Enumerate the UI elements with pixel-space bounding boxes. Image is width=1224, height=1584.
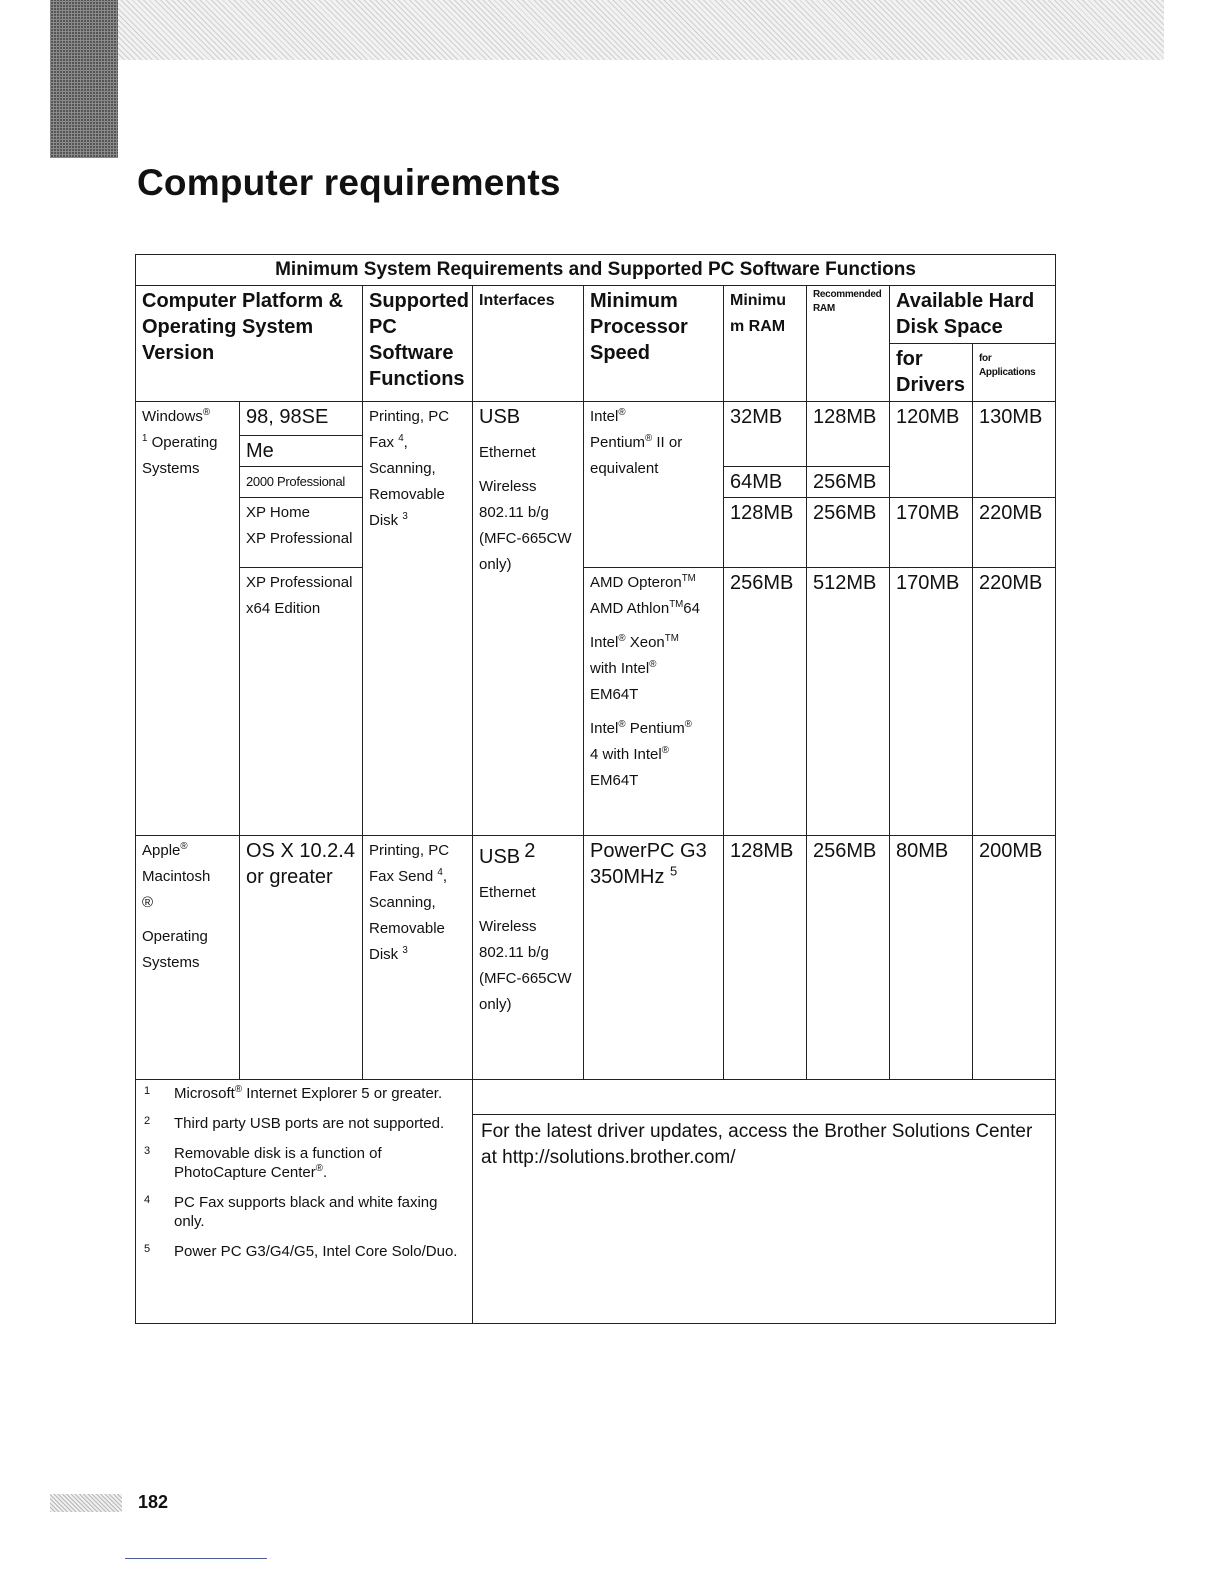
header-platform: Computer Platform & Operating System Version (136, 286, 363, 402)
footer-rule (125, 1558, 267, 1559)
table-row-win98 (136, 402, 1056, 436)
mac-disk-drivers: 80MB (890, 836, 973, 1080)
footnote: 3 Removable disk is a function of PhotoCapture Center®. (144, 1145, 382, 1181)
windows-interfaces-cell (473, 402, 584, 836)
version-xp-x64: XP Professional x64 Edition (240, 568, 363, 836)
footnotes (136, 1080, 473, 1324)
table-caption: Minimum System Requirements and Supported PC Software Functions (136, 255, 1056, 286)
table-footer-row (136, 1080, 1056, 1324)
mac-version: OS X 10.2.4 or greater (240, 836, 363, 1080)
mac-platform-cell: Apple® Macintosh ® Operating Systems (136, 836, 240, 1080)
disk-apps-98: 130MB (973, 402, 1056, 498)
version-xp-pro: XP Professional (246, 530, 353, 547)
disk-apps-x64: 220MB (973, 568, 1056, 836)
mac-os-name: Apple (142, 842, 181, 859)
mac-disk-apps: 200MB (973, 836, 1056, 1080)
version-2000: 2000 Professional (240, 467, 363, 498)
windows-software-cell: Printing, PC Fax $^4$, Scanning, Removable Disk $^3$ (363, 402, 473, 836)
ram-rec-x64: 512MB (807, 568, 890, 836)
table-caption-row (136, 255, 1056, 286)
page-title: Computer requirements (137, 162, 561, 203)
mac-software-cell: Printing, PC Fax Send $^4$, Scanning, Removable Disk $^3$ (363, 836, 473, 1080)
windows-os-name: Windows (142, 408, 203, 425)
disk-apps-xp: 220MB (973, 498, 1056, 568)
ram-min-98: 32MB (724, 402, 807, 467)
header-interfaces: Interfaces (473, 286, 584, 402)
chapter-tab-marker (50, 0, 118, 158)
version-me: Me (240, 436, 363, 467)
windows-platform-cell: Windows® $^1$ Operating Systems (136, 402, 240, 836)
disk-drivers-xp: 170MB (890, 498, 973, 568)
footnote: 1 Microsoft® Internet Explorer 5 or greater. (144, 1084, 443, 1102)
mac-cpu-cell: PowerPC G3 350MHz $^5$ (584, 836, 724, 1080)
windows-cpu-cell: Intel® Pentium® II or equivalent (584, 402, 724, 568)
header-disk-apps: for Applications (973, 344, 1056, 402)
page-number-marker (50, 1494, 122, 1512)
ram-min-2000: 64MB (724, 467, 807, 498)
ram-rec-xp: 256MB (807, 498, 890, 568)
header-disk-space: Available Hard Disk Space (890, 286, 1056, 344)
decorative-top-band (118, 0, 1164, 60)
x64-cpu-cell: AMD Opteron™ AMD Athlon™64 Intel® Xeon™ with Intel® EM64T Intel® Pentium® 4 with Intel® EM64T (584, 568, 724, 836)
footnote: 2 Third party USB ports are not supported. (144, 1115, 445, 1132)
requirements-table (135, 254, 1056, 1324)
table-row-mac (136, 836, 1056, 1080)
ram-min-xp: 128MB (724, 498, 807, 568)
ram-min-x64: 256MB (724, 568, 807, 836)
disk-drivers-x64: 170MB (890, 568, 973, 836)
footnote: 4 PC Fax supports black and white faxing only. (144, 1194, 438, 1230)
interface-wireless: Wireless 802.11 b/g (MFC-665CW only) (479, 478, 572, 573)
header-min-ram: Minimu m RAM (724, 286, 807, 402)
mac-interfaces-cell: USB $^2$ Ethernet Wireless 802.11 b/g (MFC-665CW only) (473, 836, 584, 1080)
header-disk-drivers: for Drivers (890, 344, 973, 402)
windows-os-label: Operating Systems (142, 434, 218, 477)
mac-os-label: Operating Systems (142, 928, 208, 971)
ram-rec-98: 128MB (807, 402, 890, 467)
interface-ethernet: Ethernet (479, 444, 536, 461)
ram-rec-2000: 256MB (807, 467, 890, 498)
header-rec-ram: Recommended RAM (807, 286, 890, 402)
header-software: Supported PC Software Functions (363, 286, 473, 402)
driver-update-note: For the latest driver updates, access the Brother Solutions Center at http://solutions.brother.com/ (473, 1114, 1055, 1323)
table-row-winx64 (136, 568, 1056, 836)
version-xp-cell (240, 498, 363, 568)
interface-usb: USB (479, 406, 521, 428)
mac-ram-min: 128MB (724, 836, 807, 1080)
disk-drivers-98: 120MB (890, 402, 973, 498)
version-98: 98, 98SE (240, 402, 363, 436)
header-processor: Minimum Processor Speed (584, 286, 724, 402)
driver-update-note-cell (473, 1080, 1056, 1324)
page-number: 182 (138, 1492, 169, 1512)
footnote: 5 Power PC G3/G4/G5, Intel Core Solo/Duo. (144, 1243, 458, 1260)
version-xp-home: XP Home (246, 504, 310, 521)
mac-ram-rec: 256MB (807, 836, 890, 1080)
table-header-row (136, 286, 1056, 344)
